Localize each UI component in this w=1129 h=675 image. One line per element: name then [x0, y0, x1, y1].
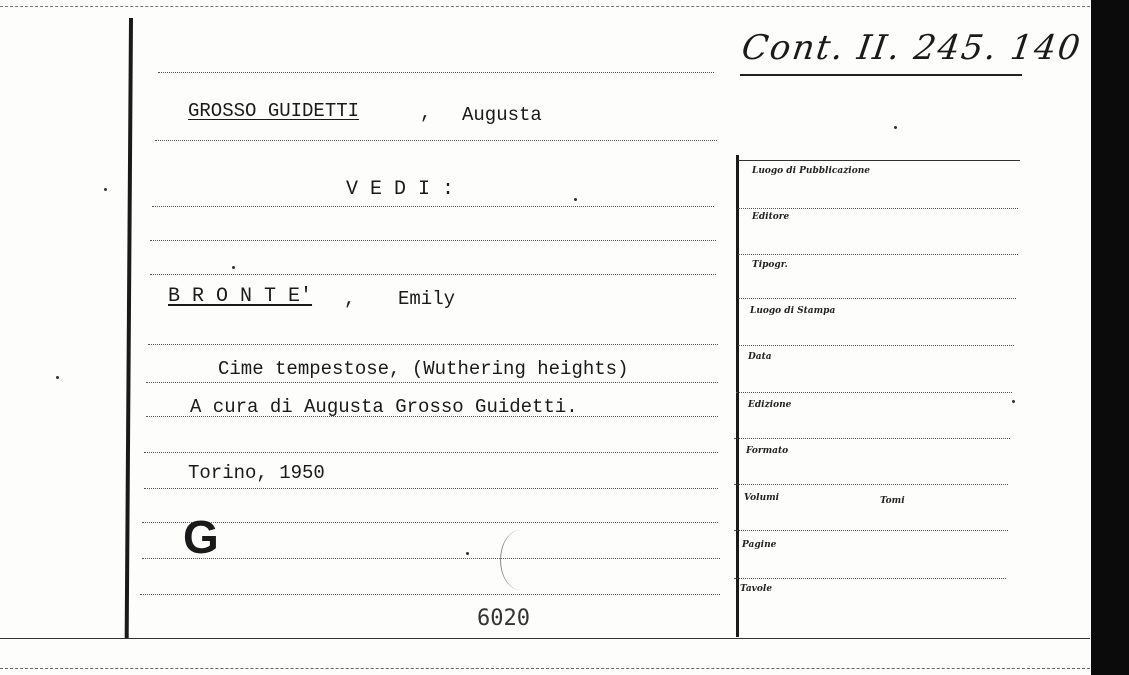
speck: [894, 126, 897, 129]
speck: [466, 552, 469, 555]
author-separator: ,: [344, 288, 356, 310]
panel-rule: [734, 484, 1008, 485]
title-line-1: Cime tempestose, (Wuthering heights): [218, 358, 629, 380]
field-formato: Formato: [746, 446, 789, 456]
rule-line: [142, 558, 720, 559]
speck: [56, 376, 59, 379]
rule-line: [148, 344, 718, 345]
field-editore: Editore: [752, 212, 790, 222]
field-luogo-pubblicazione: Luogo di Pubblicazione: [752, 166, 870, 176]
title-line-2: A cura di Augusta Grosso Guidetti.: [190, 396, 578, 418]
heading-given-name: Augusta: [462, 104, 542, 126]
field-edizione: Edizione: [748, 400, 792, 410]
speck: [104, 188, 107, 191]
scan-border: [1091, 0, 1129, 675]
field-tomi: Tomi: [880, 496, 905, 506]
rule-line: [155, 140, 717, 141]
imprint: Torino, 1950: [188, 462, 325, 484]
rule-line: [140, 594, 720, 595]
see-reference: V E D I :: [346, 178, 455, 201]
panel-rule: [734, 578, 1006, 579]
shelfmark-rule: [740, 74, 1022, 76]
field-pagine: Pagine: [742, 540, 777, 550]
card-top-edge: [0, 6, 1090, 7]
speck: [574, 198, 577, 201]
rule-line: [144, 452, 718, 453]
field-volumi: Volumi: [744, 493, 780, 503]
card-bottom-edge-dashed: [0, 668, 1090, 669]
stamp-arc: [500, 530, 541, 590]
panel-rule: [738, 345, 1014, 346]
card-number: 6020: [477, 606, 530, 631]
heading-surname: GROSSO GUIDETTI: [188, 100, 360, 122]
rule-line: [142, 522, 718, 523]
field-data: Data: [748, 352, 772, 362]
heading-separator: ,: [420, 102, 432, 124]
author-surname: B R O N T E': [168, 285, 313, 308]
left-margin-rule: [125, 18, 133, 638]
shelfmark: Cont. II. 245. 140: [739, 28, 1085, 68]
panel-rule: [738, 160, 1020, 161]
panel-rule: [734, 530, 1008, 531]
rule-line: [150, 274, 716, 275]
speck: [1012, 400, 1015, 403]
right-panel-rule: [736, 155, 739, 637]
rule-line: [146, 382, 718, 383]
panel-rule: [734, 438, 1010, 439]
panel-rule: [738, 208, 1018, 209]
author-given-name: Emily: [398, 288, 456, 310]
letter-stamp: G: [183, 511, 219, 563]
rule-line: [150, 240, 716, 241]
rule-line: [158, 72, 714, 73]
field-tipografo: Tipogr.: [752, 260, 788, 270]
panel-rule: [736, 392, 1012, 393]
card-bottom-edge: [0, 638, 1090, 639]
panel-rule: [738, 254, 1018, 255]
field-luogo-stampa: Luogo di Stampa: [750, 306, 836, 316]
rule-line: [144, 488, 718, 489]
panel-rule: [738, 298, 1016, 299]
speck: [232, 266, 235, 269]
field-tavole: Tavole: [740, 584, 773, 594]
rule-line: [152, 206, 714, 207]
